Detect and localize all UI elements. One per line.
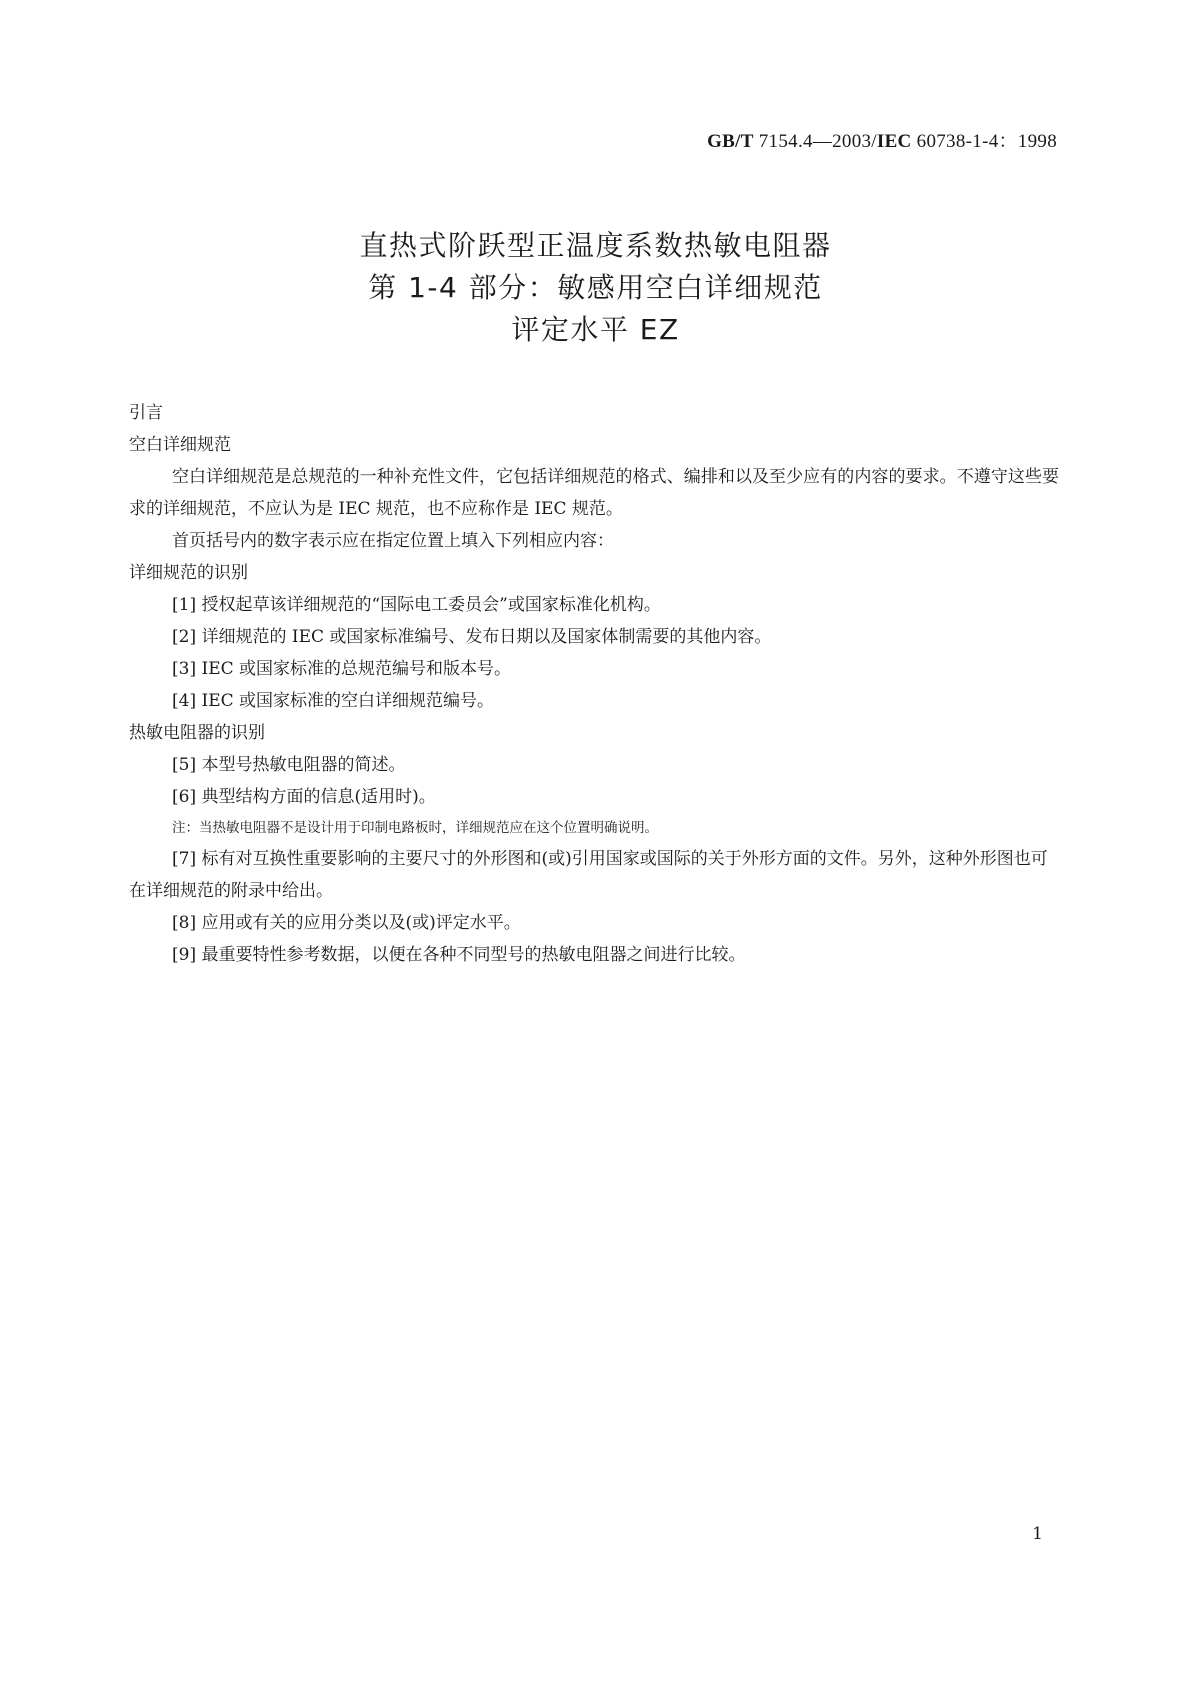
list-item-4: [4] IEC 或国家标准的空白详细规范编号。 — [172, 691, 495, 711]
paragraph-2: 首页括号内的数字表示应在指定位置上填入下列相应内容： — [172, 531, 614, 551]
blank-detail-spec-heading: 空白详细规范 — [129, 435, 231, 455]
list-item-3: [3] IEC 或国家标准的总规范编号和版本号。 — [172, 659, 512, 679]
standard-identifier — [707, 126, 1057, 153]
title-line-2: 第 1-4 部分：敏感用空白详细规范 — [368, 271, 823, 304]
list-item-2: [2] 详细规范的 IEC 或国家标准编号、发布日期以及国家体制需要的其他内容。 — [172, 627, 772, 647]
title-line-3: 评定水平 EZ — [511, 313, 680, 346]
list-item-9: [9] 最重要特性参考数据，以便在各种不同型号的热敏电阻器之间进行比较。 — [172, 945, 746, 965]
thermistor-identification-heading: 热敏电阻器的识别 — [129, 723, 265, 743]
paragraph-1: 空白详细规范是总规范的一种补充性文件，它包括详细规范的格式、编排和以及至少应有的内容的要求。不遵守这些要求的详细规范，不应认为是 IEC 规范，也不应称作是 IEC 规范。 — [129, 467, 1059, 519]
list-item-7: [7] 标有对互换性重要影响的主要尺寸的外形图和(或)引用国家或国际的关于外形方面的文件。另外，这种外形图也可在详细规范的附录中给出。 — [129, 849, 1048, 901]
list-item-1: [1] 授权起草该详细规范的“国际电工委员会”或国家标准化机构。 — [172, 595, 661, 615]
list-item-6: [6] 典型结构方面的信息(适用时)。 — [172, 787, 436, 807]
iec-prefix: IEC — [876, 131, 912, 152]
detail-spec-identification-heading: 详细规范的识别 — [129, 563, 248, 583]
list-item-8: [8] 应用或有关的应用分类以及(或)评定水平。 — [172, 913, 521, 933]
list-item-5: [5] 本型号热敏电阻器的简述。 — [172, 755, 406, 775]
page-number: 1 — [1032, 1524, 1043, 1544]
iec-number: 60738-1-4：1998 — [911, 131, 1057, 152]
std-number: 7154.4—2003/ — [753, 131, 877, 152]
title-line-1: 直热式阶跃型正温度系数热敏电阻器 — [359, 229, 832, 262]
note: 注：当热敏电阻器不是设计用于印制电路板时，详细规范应在这个位置明确说明。 — [172, 820, 658, 836]
std-prefix: GB/T — [707, 131, 754, 152]
intro-heading: 引言 — [129, 403, 163, 423]
document-title — [0, 225, 1191, 351]
document-body — [129, 397, 1059, 971]
